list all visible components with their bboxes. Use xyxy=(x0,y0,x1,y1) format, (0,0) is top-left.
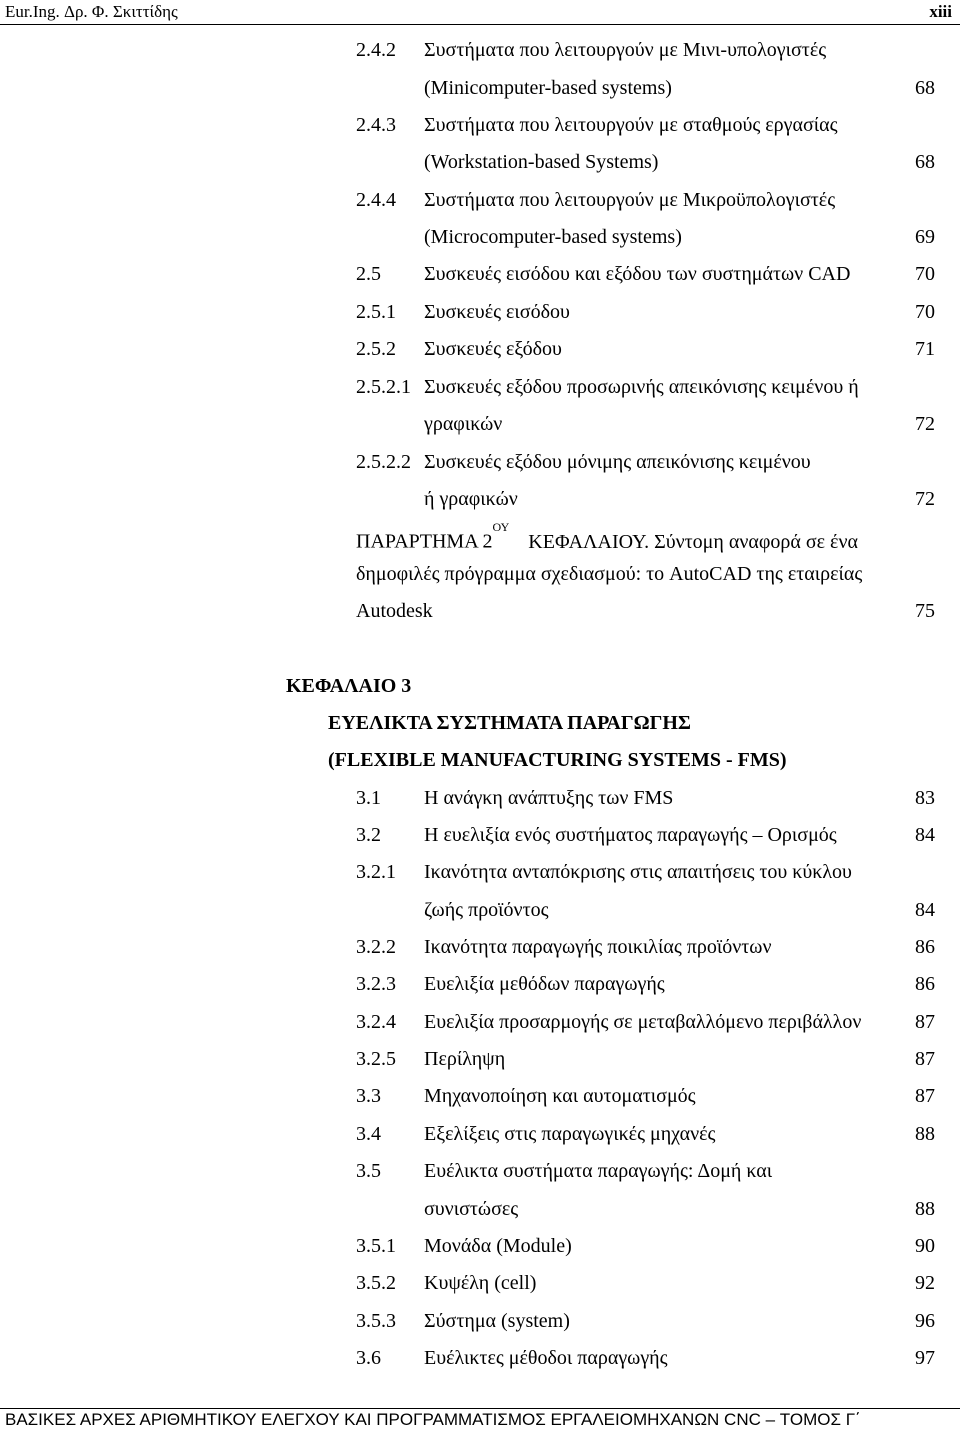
toc-entry-title: ή γραφικών xyxy=(424,488,518,510)
toc-entry-page: 86 xyxy=(915,973,935,995)
toc-entry-title: Ευέλικτες μέθοδοι παραγωγής xyxy=(424,1347,668,1369)
toc-entry-title: συνιστώσες xyxy=(424,1198,519,1220)
toc-entry[interactable] xyxy=(0,783,960,813)
toc-entry[interactable] xyxy=(0,35,960,65)
toc-entry[interactable] xyxy=(0,484,960,514)
toc-entry[interactable] xyxy=(0,372,960,402)
toc-entry-page: 86 xyxy=(915,936,935,958)
toc-entry-title: Ικανότητα ανταπόκρισης στις απαιτήσεις του κύκλου xyxy=(424,861,852,883)
toc-entry-title: Συσκευές εξόδου μόνιμης απεικόνισης κειμένου xyxy=(424,451,811,473)
toc-entry[interactable] xyxy=(0,857,960,887)
appendix-title-end: Autodesk xyxy=(356,600,433,622)
toc-entry-title: Ικανότητα παραγωγής ποικιλίας προϊόντων xyxy=(424,936,772,958)
toc-entry-title: Σύστημα (system) xyxy=(424,1310,570,1332)
toc-entry-page: 92 xyxy=(915,1272,935,1294)
toc-entry-title: Περίληψη xyxy=(424,1048,506,1070)
toc-entry-title: Η ανάγκη ανάπτυξης των FMS xyxy=(424,787,674,809)
toc-entry-title: (Minicomputer-based systems) xyxy=(424,77,672,99)
toc-entry-page: 87 xyxy=(915,1085,935,1107)
toc-entry-page: 88 xyxy=(915,1123,935,1145)
appendix-superscript: ΟΥ xyxy=(492,520,510,534)
toc-entry-title: Συσκευές εξόδου xyxy=(424,338,562,360)
toc-entry-number: 3.2 xyxy=(356,824,381,846)
toc-entry-title: Μηχανοποίηση και αυτοματισμός xyxy=(424,1085,696,1107)
chapter-subtitle: (FLEXIBLE MANUFACTURING SYSTEMS - FMS) xyxy=(328,749,787,771)
page-number: xiii xyxy=(929,2,952,21)
toc-entry[interactable] xyxy=(0,1231,960,1261)
toc-entry[interactable] xyxy=(0,932,960,962)
toc-entry-number: 2.4.4 xyxy=(356,189,396,211)
toc-entry[interactable] xyxy=(0,222,960,252)
header-divider xyxy=(0,24,960,25)
toc-entry[interactable] xyxy=(0,1194,960,1224)
appendix-entry-line3[interactable] xyxy=(0,596,960,626)
toc-entry-number: 3.2.5 xyxy=(356,1048,396,1070)
chapter-label: ΚΕΦΑΛΑΙΟ 3 xyxy=(286,675,412,697)
toc-entry-page: 88 xyxy=(915,1198,935,1220)
toc-entry-page: 70 xyxy=(915,263,935,285)
toc-entry[interactable] xyxy=(0,1268,960,1298)
footer-divider xyxy=(0,1408,960,1409)
toc-entry[interactable] xyxy=(0,1007,960,1037)
toc-entry-page: 83 xyxy=(915,787,935,809)
toc-entry-title: Ευελιξία μεθόδων παραγωγής xyxy=(424,973,665,995)
toc-entry[interactable] xyxy=(0,1044,960,1074)
toc-entry-title: Συστήματα που λειτουργούν με σταθμούς εργασίας xyxy=(424,114,838,136)
toc-entry[interactable] xyxy=(0,447,960,477)
toc-entry[interactable] xyxy=(0,1343,960,1373)
toc-entry-page: 70 xyxy=(915,301,935,323)
toc-entry[interactable] xyxy=(0,185,960,215)
toc-entry[interactable] xyxy=(0,895,960,925)
toc-entry-page: 72 xyxy=(915,413,935,435)
toc-entry-title: Η ευελιξία ενός συστήματος παραγωγής – Ορισμός xyxy=(424,824,837,846)
toc-entry-number: 3.6 xyxy=(356,1347,381,1369)
toc-entry-number: 3.5.1 xyxy=(356,1235,396,1257)
toc-entry[interactable] xyxy=(0,820,960,850)
toc-entry[interactable] xyxy=(0,409,960,439)
toc-entry-title: Κυψέλη (cell) xyxy=(424,1272,537,1294)
toc-entry-number: 3.2.2 xyxy=(356,936,396,958)
toc-entry[interactable] xyxy=(0,147,960,177)
toc-entry-title: Ευελιξία προσαρμογής σε μεταβαλλόμενο περιβάλλον xyxy=(424,1011,862,1033)
toc-entry-title: γραφικών xyxy=(424,413,503,435)
toc-entry-number: 2.5 xyxy=(356,263,381,285)
chapter-title: ΕΥΕΛΙΚΤΑ ΣΥΣΤΗΜΑΤΑ ΠΑΡΑΓΩΓΗΣ xyxy=(328,712,691,734)
toc-entry-number: 3.4 xyxy=(356,1123,381,1145)
appendix-entry-line2: δημοφιλές πρόγραμμα σχεδιασμού: το AutoCAD της εταιρείας xyxy=(356,563,863,585)
toc-entry-page: 69 xyxy=(915,226,935,248)
toc-entry-number: 2.4.3 xyxy=(356,114,396,136)
toc-entry-number: 3.2.3 xyxy=(356,973,396,995)
toc-entry[interactable] xyxy=(0,1306,960,1336)
toc-entry-page: 72 xyxy=(915,488,935,510)
toc-entry-title: Συσκευές εισόδου και εξόδου των συστημάτων CAD xyxy=(424,263,851,285)
toc-entry-page: 84 xyxy=(915,899,935,921)
toc-entry[interactable] xyxy=(0,297,960,327)
toc-entry-page: 87 xyxy=(915,1048,935,1070)
toc-entry-number: 3.2.4 xyxy=(356,1011,396,1033)
toc-entry[interactable] xyxy=(0,1081,960,1111)
toc-entry-number: 2.5.2.2 xyxy=(356,451,411,473)
toc-entry[interactable] xyxy=(0,259,960,289)
toc-entry[interactable] xyxy=(0,334,960,364)
appendix-title: ΚΕΦΑΛΑΙΟΥ. Σύντομη αναφορά σε ένα xyxy=(528,530,858,553)
toc-entry[interactable] xyxy=(0,1156,960,1186)
toc-entry-title: Συστήματα που λειτουργούν με Μινι-υπολογιστές xyxy=(424,39,827,61)
toc-entry-number: 3.1 xyxy=(356,787,381,809)
toc-entry-title: Ευέλικτα συστήματα παραγωγής: Δομή και xyxy=(424,1160,773,1182)
toc-entry[interactable] xyxy=(0,110,960,140)
running-header-author: Eur.Ing. Δρ. Φ. Σκιττίδης xyxy=(5,2,178,21)
toc-entry-number: 3.2.1 xyxy=(356,861,396,883)
toc-entry-title: (Microcomputer-based systems) xyxy=(424,226,682,248)
toc-entry-title: Μονάδα (Module) xyxy=(424,1235,572,1257)
running-footer-title: ΒΑΣΙΚΕΣ ΑΡΧΕΣ ΑΡΙΘΜΗΤΙΚΟΥ ΕΛΕΓΧΟΥ ΚΑΙ ΠΡΟΓΡΑΜΜΑΤΙΣΜΟΣ ΕΡΓΑΛΕΙΟΜΗΧΑΝΩΝ CNC – ΤΟΜΟΣ Γ΄ xyxy=(5,1410,861,1429)
toc-entry-page: 97 xyxy=(915,1347,935,1369)
appendix-page: 75 xyxy=(915,600,935,622)
toc-entry-page: 71 xyxy=(915,338,935,360)
toc-entry-page: 68 xyxy=(915,77,935,99)
toc-entry-number: 2.5.2 xyxy=(356,338,396,360)
toc-entry-title: Συσκευές εξόδου προσωρινής απεικόνισης κειμένου ή xyxy=(424,376,859,398)
toc-entry-page: 68 xyxy=(915,151,935,173)
toc-entry-page: 96 xyxy=(915,1310,935,1332)
toc-entry-number: 2.5.2.1 xyxy=(356,376,411,398)
toc-entry-number: 3.5.2 xyxy=(356,1272,396,1294)
appendix-entry[interactable] xyxy=(356,521,858,551)
toc-entry-title: ζωής προϊόντος xyxy=(424,899,549,921)
toc-entry[interactable] xyxy=(0,969,960,999)
toc-entry-number: 2.4.2 xyxy=(356,39,396,61)
toc-entry-number: 3.5.3 xyxy=(356,1310,396,1332)
toc-entry-title: Συστήματα που λειτουργούν με Μικροϋπολογιστές xyxy=(424,189,836,211)
toc-entry-number: 3.5 xyxy=(356,1160,381,1182)
toc-entry-page: 84 xyxy=(915,824,935,846)
appendix-prefix: ΠΑΡΑΡΤΗΜΑ 2 xyxy=(356,530,493,553)
toc-entry[interactable] xyxy=(0,73,960,103)
toc-entry-page: 90 xyxy=(915,1235,935,1257)
toc-entry-page: 87 xyxy=(915,1011,935,1033)
toc-entry-title: Εξελίξεις στις παραγωγικές μηχανές xyxy=(424,1123,716,1145)
toc-entry[interactable] xyxy=(0,1119,960,1149)
toc-entry-number: 3.3 xyxy=(356,1085,381,1107)
toc-entry-title: (Workstation-based Systems) xyxy=(424,151,659,173)
toc-entry-number: 2.5.1 xyxy=(356,301,396,323)
toc-entry-title: Συσκευές εισόδου xyxy=(424,301,570,323)
